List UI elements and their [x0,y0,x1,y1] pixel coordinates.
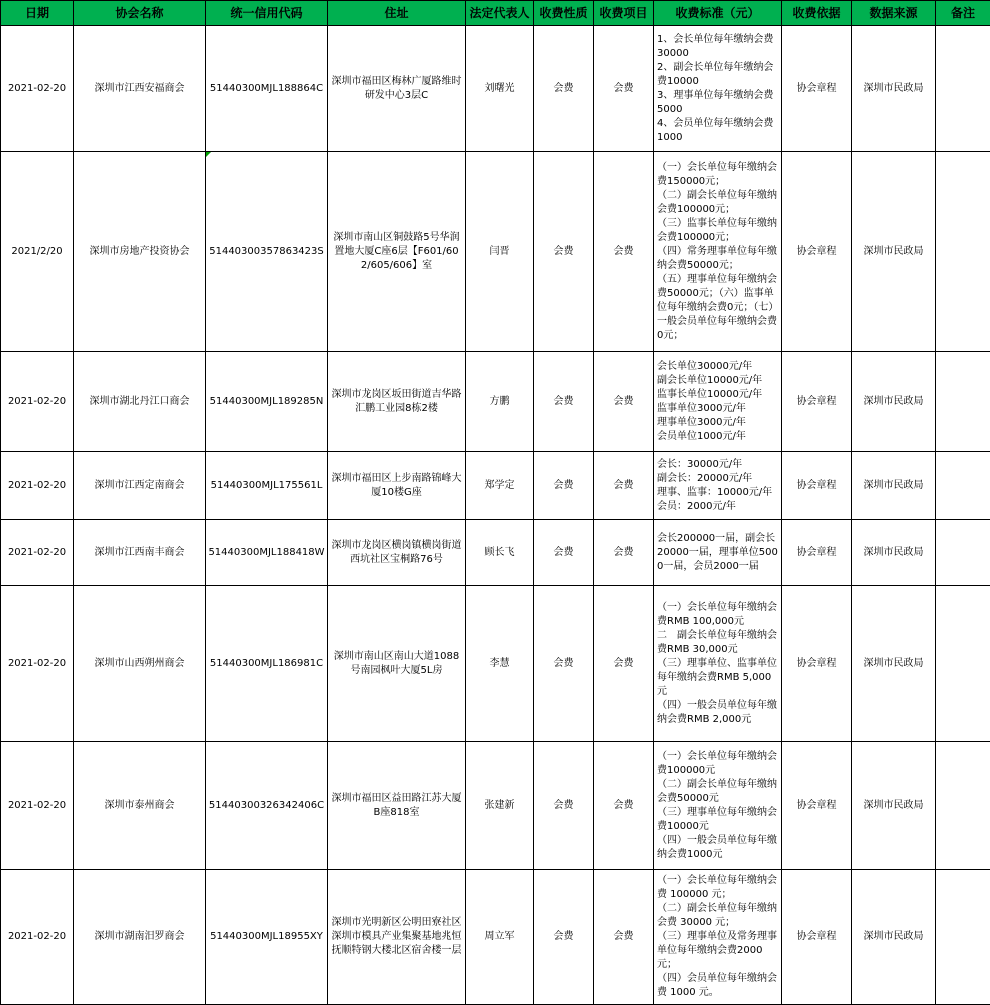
rep-cell: 周立军 [466,870,534,1005]
table-row [1,742,990,870]
standard-cell: 会长：30000元/年 副会长：20000元/年 理事、监事：10000元/年 会员：2000元/年 [654,452,782,520]
code-cell [206,152,328,352]
item-cell: 会费 [594,586,654,742]
source-cell: 深圳市民政局 [852,586,936,742]
code-cell: 51440300326342406C [206,742,328,870]
address-cell: 深圳市福田区梅林广厦路维时研发中心3层C [328,26,466,152]
code-cell: 51440300MJL188418W [206,520,328,586]
basis-cell: 协会章程 [782,26,852,152]
header-cell-note: 备注 [936,1,990,26]
rep-cell: 闫晋 [466,152,534,352]
address-cell: 深圳市龙岗区横岗镇横岗街道西坑社区宝桐路76号 [328,520,466,586]
rep-cell: 李慧 [466,586,534,742]
address-cell: 深圳市福田区上步南路锦峰大厦10楼G座 [328,452,466,520]
table-row [1,352,990,452]
name-cell: 深圳市江西南丰商会 [74,520,206,586]
item-cell: 会费 [594,520,654,586]
item-cell: 会费 [594,352,654,452]
nature-cell: 会费 [534,742,594,870]
standard-cell: （一）会长单位每年缴纳会费150000元； （二）副会长单位每年缴纳会费100000元； （三）监事长单位每年缴纳会费100000元； （四）常务理事单位每年缴纳会费50000元； （五）理事单位每年缴纳会费50000元；（六）监事单位每年缴纳会费0元；（七）一般会员单位每年缴纳会费0元； [654,152,782,352]
header-cell-standard: 收费标准（元） [654,1,782,26]
basis-cell: 协会章程 [782,520,852,586]
nature-cell: 会费 [534,352,594,452]
name-cell: 深圳市湖北丹江口商会 [74,352,206,452]
item-cell: 会费 [594,26,654,152]
note-cell [936,452,990,520]
address-cell: 深圳市福田区益田路江苏大厦B座818室 [328,742,466,870]
basis-cell: 协会章程 [782,452,852,520]
standard-cell: （一）会长单位每年缴纳会费RMB 100,000元 二 副会长单位每年缴纳会费RMB 30,000元 （三）理事单位、监事单位每年缴纳会费RMB 5,000元 （四）一般会员单位每年缴纳会费RMB 2,000元 [654,586,782,742]
rep-cell: 刘曙光 [466,26,534,152]
note-cell [936,742,990,870]
table-row [1,586,990,742]
standard-cell: 1、会长单位每年缴纳会费30000 2、副会长单位每年缴纳会费10000 3、理事单位每年缴纳会费5000 4、会员单位每年缴纳会费1000 [654,26,782,152]
nature-cell: 会费 [534,452,594,520]
table-row [1,26,990,152]
address-cell: 深圳市南山区铜鼓路5号华润置地大厦C座6层【F601/602/605/606】室 [328,152,466,352]
date-cell: 2021-02-20 [1,870,74,1005]
source-cell: 深圳市民政局 [852,870,936,1005]
table-row [1,152,990,352]
code-cell: 51440300MJL175561L [206,452,328,520]
code-text: 51440300357863423S [209,245,324,257]
rep-cell: 顾长飞 [466,520,534,586]
source-cell: 深圳市民政局 [852,352,936,452]
item-cell: 会费 [594,152,654,352]
source-cell: 深圳市民政局 [852,520,936,586]
header-cell-nature: 收费性质 [534,1,594,26]
code-cell: 51440300MJL186981C [206,586,328,742]
rep-cell: 方鹏 [466,352,534,452]
date-cell: 2021-02-20 [1,742,74,870]
standard-cell: 会长单位30000元/年 副会长单位10000元/年 监事长单位10000元/年 监事单位3000元/年 理事单位3000元/年 会员单位1000元/年 [654,352,782,452]
name-cell: 深圳市泰州商会 [74,742,206,870]
table-row [1,452,990,520]
standard-cell: 会长200000一届，副会长20000一届，理事单位5000一届，会员2000一届 [654,520,782,586]
header-cell-rep: 法定代表人 [466,1,534,26]
source-cell: 深圳市民政局 [852,26,936,152]
rep-cell: 张建新 [466,742,534,870]
header-cell-basis: 收费依据 [782,1,852,26]
nature-cell: 会费 [534,586,594,742]
nature-cell: 会费 [534,152,594,352]
date-cell: 2021-02-20 [1,520,74,586]
header-cell-address: 住址 [328,1,466,26]
date-cell: 2021-02-20 [1,26,74,152]
date-cell: 2021-02-20 [1,352,74,452]
basis-cell: 协会章程 [782,152,852,352]
rep-cell: 郑学定 [466,452,534,520]
header-row [1,1,990,26]
name-cell: 深圳市房地产投资协会 [74,152,206,352]
basis-cell: 协会章程 [782,352,852,452]
address-cell: 深圳市光明新区公明田寮社区深圳市模具产业集聚基地兆恒抚顺特钢大楼北区宿舍楼一层 [328,870,466,1005]
nature-cell: 会费 [534,26,594,152]
basis-cell: 协会章程 [782,870,852,1005]
note-cell [936,26,990,152]
note-cell [936,352,990,452]
code-cell: 51440300MJL18955XY [206,870,328,1005]
source-cell: 深圳市民政局 [852,152,936,352]
address-cell: 深圳市南山区南山大道1088号南园枫叶大厦5L房 [328,586,466,742]
source-cell: 深圳市民政局 [852,742,936,870]
code-cell: 51440300MJL189285N [206,352,328,452]
comment-indicator-icon [206,152,211,157]
source-cell: 深圳市民政局 [852,452,936,520]
note-cell [936,870,990,1005]
header-cell-source: 数据来源 [852,1,936,26]
name-cell: 深圳市江西安福商会 [74,26,206,152]
nature-cell: 会费 [534,520,594,586]
note-cell [936,152,990,352]
name-cell: 深圳市湖南汨罗商会 [74,870,206,1005]
note-cell [936,520,990,586]
header-cell-item: 收费项目 [594,1,654,26]
item-cell: 会费 [594,870,654,1005]
date-cell: 2021-02-20 [1,586,74,742]
header-cell-code: 统一信用代码 [206,1,328,26]
note-cell [936,586,990,742]
name-cell: 深圳市江西定南商会 [74,452,206,520]
code-cell: 51440300MJL188864C [206,26,328,152]
standard-cell: （一）会长单位每年缴纳会费100000元 （二）副会长单位每年缴纳会费50000元 （三）理事单位每年缴纳会费10000元 （四）一般会员单位每年缴纳会费1000元 [654,742,782,870]
basis-cell: 协会章程 [782,586,852,742]
address-cell: 深圳市龙岗区坂田街道吉华路汇鹏工业园8栋2楼 [328,352,466,452]
date-cell: 2021-02-20 [1,452,74,520]
name-cell: 深圳市山西朔州商会 [74,586,206,742]
table-row [1,870,990,1005]
table-row [1,520,990,586]
header-cell-name: 协会名称 [74,1,206,26]
header-cell-date: 日期 [1,1,74,26]
item-cell: 会费 [594,452,654,520]
nature-cell: 会费 [534,870,594,1005]
standard-cell: （一）会长单位每年缴纳会费 100000 元； （二）副会长单位每年缴纳会费 30000 元； （三）理事单位及常务理事单位每年缴纳会费2000 元； （四）会员单位每年缴纳会费 1000 元。 [654,870,782,1005]
item-cell: 会费 [594,742,654,870]
date-cell: 2021/2/20 [1,152,74,352]
basis-cell: 协会章程 [782,742,852,870]
